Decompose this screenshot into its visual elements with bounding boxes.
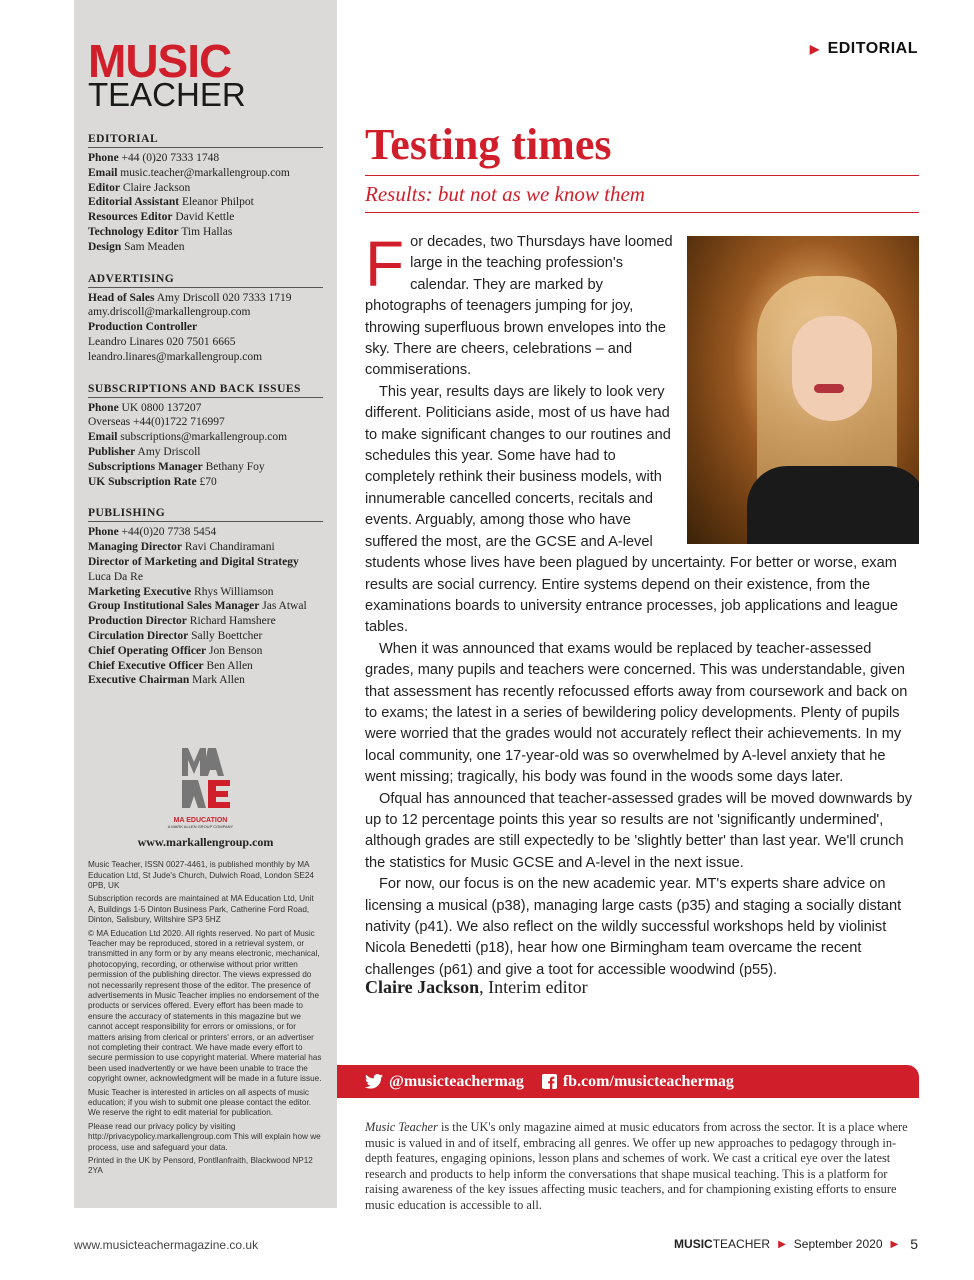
contact-line — [88, 166, 323, 181]
contact-value: +44 (0)20 7333 1748 — [121, 152, 220, 164]
footer-mag-teacher: TEACHER — [712, 1237, 771, 1251]
contact-line — [88, 195, 323, 210]
contact-value: Richard Hamshere — [189, 615, 276, 628]
contact-line — [88, 305, 323, 320]
fine-print-paragraph: Music Teacher is interested in articles on all aspects of music education; if you wish to submit one please contact the editor. We reserve the right to edit material for publication. — [88, 1087, 312, 1118]
contact-line — [88, 240, 323, 255]
ma-logo-text: MA EDUCATION — [173, 817, 228, 825]
fine-print-paragraph: Printed in the UK by Pensord, Pontllanfraith, Blackwood NP12 2YA — [88, 1156, 313, 1176]
triangle-right-icon: ▶ — [809, 42, 820, 56]
contact-label: Publisher — [88, 445, 136, 458]
triangle-right-icon: ▶ — [890, 1238, 899, 1250]
contact-line — [88, 475, 323, 490]
contact-value: Rhys Williamson — [194, 585, 274, 598]
music-teacher-logo — [88, 35, 323, 113]
logo-music: MUSIC — [88, 35, 232, 87]
contact-label: Email — [88, 166, 118, 179]
contact-value: Claire Jackson — [122, 181, 191, 194]
contact-value: Ravi Chandiramani — [184, 541, 275, 554]
contact-line — [88, 151, 323, 166]
contact-value: Jas Atwal — [262, 600, 307, 613]
contact-value: UK 0800 137207 — [121, 401, 202, 414]
contact-label: Editorial Assistant — [88, 196, 180, 209]
subtitle-divider — [365, 212, 919, 213]
masthead-sidebar — [74, 0, 337, 1208]
contact-line — [88, 181, 323, 196]
contact-line — [88, 430, 323, 445]
article-paragraph: For decades, two Thursdays have loomed large in the teaching profession's calendar. They are marked by photographs of teenagers jumping for joy, throwing superfluous brown envelopes into the sky. There are cheers, celebrations – and commiserations. — [365, 228, 673, 379]
fine-print-paragraph: Music Teacher, ISSN 0027-4461, is published monthly by MA Education Ltd, St Jude's Church, Dulwich Road, London SE24 0PB, UK — [88, 860, 314, 890]
contact-label: Circulation Director — [88, 629, 189, 642]
contact-label: Executive Chairman — [88, 674, 190, 687]
fine-print-paragraph: Please read our privacy policy by visiting http://privacypolicy.markallengroup.com This will explain how we process, use and safeguard your data. — [88, 1121, 321, 1152]
article-paragraph: Ofqual has announced that teacher-assessed grades will be moved downwards by up to 12 percentage points this year so results are not 'significantly undermined', although grades are still expectedly to be 'slightly better' than last year. We'll crunch the statistics for Music GCSE and A-level in the next issue. — [365, 790, 912, 871]
contact-label: Resources Editor — [88, 211, 173, 224]
contact-line — [88, 673, 323, 688]
contact-value: Sally Boettcher — [191, 629, 263, 642]
drop-cap: F — [365, 228, 405, 300]
contact-line — [88, 291, 323, 306]
author-signature — [365, 977, 588, 998]
facebook-link[interactable] — [542, 1073, 734, 1091]
contact-line — [88, 570, 323, 585]
contact-line — [88, 445, 323, 460]
article-subtitle: Results: but not as we know them — [365, 181, 645, 206]
contact-value: Amy Driscoll — [137, 445, 201, 458]
contact-line — [88, 525, 323, 540]
contact-line — [88, 555, 323, 570]
ma-monogram-icon — [178, 746, 234, 812]
contact-line — [88, 320, 323, 335]
contact-label: Editor — [88, 181, 120, 194]
footer-folio — [674, 1236, 918, 1252]
contact-line — [88, 659, 323, 674]
article-paragraph: When it was announced that exams would be replaced by teacher-assessed grades, many pupils and teachers were concerned. This was understandable, given that assessment has recently refocussed efforts away from coursework and back on to exams; the latest in a series of bewildering policy developments. Plenty of pupils were worried that the grades would not accurately reflect their achievements. In my local community, one 17-year-old was so overwhelmed by A-level anxiety that he went missing; tragically, his body was found in the woods some days later. — [365, 640, 908, 786]
ma-logo-sub: A MARK ALLEN GROUP COMPANY — [167, 824, 234, 830]
contact-label: UK Subscription Rate — [88, 475, 197, 488]
section-tag-label: EDITORIAL — [827, 40, 918, 57]
contact-label: Chief Operating Officer — [88, 644, 207, 657]
contact-label: Phone — [88, 152, 119, 164]
contact-label: Technology Editor — [88, 225, 179, 238]
twitter-icon — [365, 1074, 383, 1089]
author-name: Claire Jackson — [365, 977, 480, 997]
article-paragraph: For now, our focus is on the new academic year. MT's experts share advice on licensing a musical (p38), managing large casts (p35) and staging a socially distant nativity (p41). We also reflect on the wildly successful workshops held by violinist Nicola Benedetti (p18), hear how one Birmingham team overcame the recent challenges (p61) and give a toot for accessible woodwind (p55). — [365, 876, 902, 978]
contact-label: Marketing Executive — [88, 585, 192, 598]
social-bar — [337, 1065, 919, 1098]
contact-value: Jon Benson — [209, 644, 263, 657]
footer-website-link[interactable]: www.musicteachermagazine.co.uk — [74, 1238, 259, 1252]
contact-label: Managing Director — [88, 541, 183, 554]
contact-value: Ben Allen — [206, 659, 253, 672]
contact-value: Tim Hallas — [181, 225, 233, 238]
triangle-right-icon: ▶ — [778, 1238, 786, 1250]
article-header — [365, 120, 919, 213]
twitter-handle: @musicteachermag — [389, 1072, 524, 1090]
contact-label: Phone — [88, 526, 119, 539]
section-title: ADVERTISING — [88, 273, 323, 288]
contact-label: Email — [88, 431, 118, 444]
contact-value: Eleanor Philpot — [181, 196, 254, 209]
author-photo — [687, 236, 919, 544]
author-role: , Interim editor — [479, 977, 588, 997]
facebook-handle: fb.com/musicteachermag — [562, 1072, 734, 1090]
twitter-link[interactable] — [365, 1073, 524, 1091]
advertising-contacts — [88, 273, 323, 365]
contact-label: Director of Marketing and Digital Strategy — [88, 555, 299, 568]
contact-label: Phone — [88, 401, 119, 414]
footer-mag-music: MUSIC — [674, 1237, 713, 1251]
contact-line — [88, 629, 323, 644]
contact-value: leandro.linares@markallengroup.com — [88, 350, 263, 363]
contact-value: Amy Driscoll 020 7333 1719 — [156, 291, 292, 304]
contact-label: Subscriptions Manager — [88, 460, 203, 473]
contact-label: Production Controller — [88, 321, 198, 334]
ma-education-logo — [167, 746, 236, 830]
editorial-contacts — [88, 133, 323, 255]
contact-value: Luca Da Re — [88, 570, 143, 583]
contact-value: Mark Allen — [192, 674, 245, 687]
contact-value: Leandro Linares 020 7501 6665 — [88, 335, 236, 348]
fine-print-paragraph: © MA Education Ltd 2020. All rights reserved. No part of Music Teacher may be reproduced, stored in a retrieval system, or transmitted in any form or by any means electronic, mechanical, photocopying, recording, or otherwise without prior written permission of the publishing director. The views expressed do not necessarily represent those of the editor. The presence of advertisements in Music Teacher implies no endorsement of the products or services offered. Every effort has been made to ensure the accuracy of statements in this magazine but we cannot accept responsibility for errors or omissions, or for matters arising from clerical or printers' errors, or an advertiser not completing their contract. We have made every effort to secure permission to use copyright material. Where material has been used inadvertently or we have been unable to trace the copyright owner, acknowledgment will be made in a future issue. — [88, 928, 322, 1084]
contact-line — [88, 585, 323, 600]
contact-label: Design — [88, 240, 122, 253]
contact-line — [88, 614, 323, 629]
contact-line — [88, 335, 323, 350]
article-title: Testing times — [365, 120, 612, 169]
logo-teacher: TEACHER — [88, 76, 246, 113]
contact-line — [88, 644, 323, 659]
contact-line — [88, 460, 323, 475]
contact-line — [88, 210, 323, 225]
markallen-link[interactable]: www.markallengroup.com — [137, 835, 274, 850]
section-title: SUBSCRIPTIONS AND BACK ISSUES — [88, 383, 323, 398]
facebook-icon — [542, 1074, 557, 1089]
page-number: 5 — [910, 1236, 918, 1252]
contact-value: Bethany Foy — [205, 460, 265, 473]
about-text: is the UK's only magazine aimed at music educators from across the sector. It is a place where music is valued in and of itself, embracing all genres. We offer up new approaches to pedagogy through in-depth features, engaging opinions, lesson plans and schemes of work. We cast a critical eye over the latest research and products to help inform the conversations that shape musical teaching. This is a platform for raising awareness of the key issues affecting music teachers, and for championing existing efforts to ensure music education is accessible to all. — [365, 1120, 908, 1212]
title-divider — [365, 175, 919, 176]
publishing-contacts — [88, 507, 323, 688]
contact-line — [88, 599, 323, 614]
contact-value: Overseas +44(0)1722 716997 — [88, 416, 225, 429]
subscriptions-contacts — [88, 383, 323, 490]
contact-value: subscriptions@markallengroup.com — [120, 431, 288, 444]
legal-fine-print — [88, 860, 323, 1177]
contact-line — [88, 415, 323, 430]
contact-value: David Kettle — [175, 211, 235, 224]
article-body — [365, 228, 919, 981]
footer-issue: September 2020 — [793, 1237, 883, 1251]
fine-print-paragraph: Subscription records are maintained at MA Education Ltd, Unit A, Buildings 1-5 Dinton Business Park, Catherine Ford Road, Dinton, Salisbury, Wiltshire SP3 5HZ — [88, 894, 314, 925]
contact-value: +44(0)20 7738 5454 — [121, 526, 217, 539]
contact-value: £70 — [199, 475, 217, 488]
contact-line — [88, 401, 323, 416]
contact-label: Head of Sales — [88, 291, 155, 304]
contact-value: amy.driscoll@markallengroup.com — [88, 306, 251, 319]
contact-value: Sam Meaden — [124, 240, 185, 253]
article-paragraph: This year, results days are likely to look very different. Politicians aside, most of us have had to make significant changes to our routines and schedules this year. Some have had to completely rethink their business models, with innumerable cancelled concerts, recitals and events. Arguably, among those who have suffered the most, are the GCSE and A-level students whose lives have been plagued by uncertainty. For better or worse, exam results are social currency. Entire systems depend on their existence, from the examinations boards to university entrance processes, job applications and league tables. — [365, 383, 898, 636]
contact-line — [88, 225, 323, 240]
section-title: EDITORIAL — [88, 133, 323, 148]
contact-label: Chief Executive Officer — [88, 659, 204, 672]
section-tag — [810, 40, 918, 58]
contact-label: Production Director — [88, 615, 187, 628]
contact-label: Group Institutional Sales Manager — [88, 600, 260, 613]
contact-value: music.teacher@markallengroup.com — [120, 166, 290, 179]
contact-line — [88, 540, 323, 555]
contact-line — [88, 350, 323, 365]
about-lead: Music Teacher — [365, 1120, 438, 1134]
section-title: PUBLISHING — [88, 507, 323, 522]
about-magazine — [365, 1120, 919, 1214]
